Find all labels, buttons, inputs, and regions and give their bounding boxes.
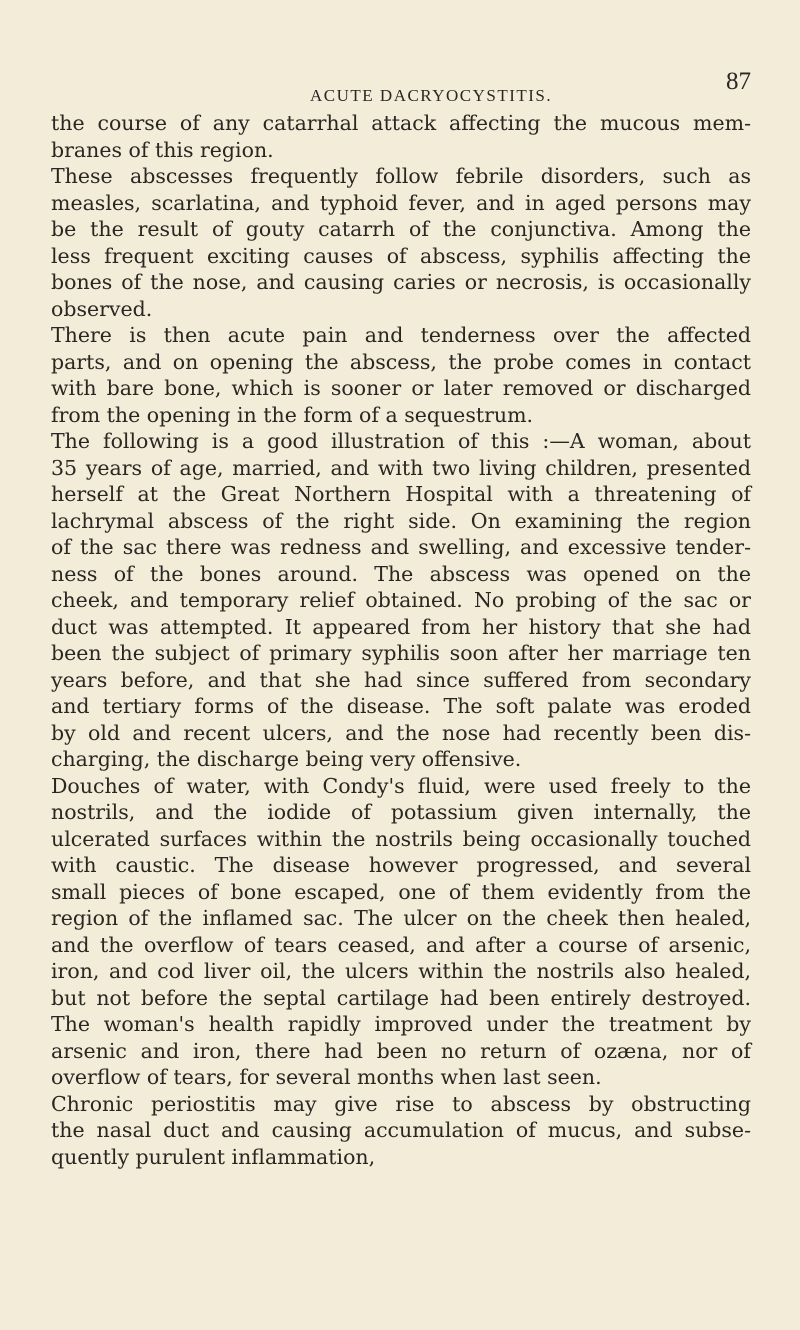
text-line: quently purulent inflammation,: [51, 1144, 376, 1169]
text-line: less frequent exciting causes of abscess, syphilis affecting the: [51, 243, 751, 268]
text-line: region of the inflamed sac. The ulcer on the cheek then healed,: [51, 906, 751, 930]
text-line: Douches of water, with Condy's fluid, were used freely to the: [51, 773, 751, 798]
running-head: ACUTE DACRYOCYSTITIS.: [310, 86, 553, 105]
text-line: the course of any catarrhal attack affecting the mucous mem-: [51, 111, 751, 135]
text-line: the nasal duct and causing accumulation of mucus, and subse-: [51, 1118, 751, 1142]
text-line: but not before the septal cartilage had been entirely destroyed.: [51, 985, 751, 1010]
text-line: observed.: [51, 296, 153, 321]
text-line: measles, scarlatina, and typhoid fever, and in aged persons may: [51, 190, 751, 215]
text-line: These abscesses frequently follow febrile disorders, such as: [51, 164, 751, 188]
text-line: of the sac there was redness and swelling, and excessive tender-: [51, 535, 751, 559]
text-line: charging, the discharge being very offensive.: [51, 747, 522, 771]
text-line: arsenic and iron, there had been no return of ozæna, nor of: [51, 1038, 751, 1063]
text-line: iron, and cod liver oil, the ulcers within the nostrils also healed,: [51, 959, 751, 983]
text-line: 35 years of age, married, and with two living children, presented: [51, 455, 751, 480]
text-line: overflow of tears, for several months when last seen.: [51, 1065, 602, 1089]
text-line: The woman's health rapidly improved under the treatment by: [51, 1012, 751, 1036]
text-line: Chronic periostitis may give rise to abscess by obstructing: [51, 1091, 751, 1116]
text-line: branes of this region.: [51, 137, 274, 162]
text-line: from the opening in the form of a sequestrum.: [51, 402, 534, 427]
text-line: with caustic. The disease however progressed, and several: [51, 853, 751, 877]
text-line: with bare bone, which is sooner or later removed or discharged: [51, 376, 751, 400]
body-text: [51, 110, 751, 1170]
text-line: nostrils, and the iodide of potassium given internally, the: [51, 800, 751, 824]
text-line: ulcerated surfaces within the nostrils being occasionally touched: [51, 826, 751, 851]
text-line: small pieces of bone escaped, one of them evidently from the: [51, 879, 751, 904]
text-line: years before, and that she had since suffered from secondary: [51, 667, 751, 692]
text-line: been the subject of primary syphilis soon after her marriage ten: [51, 641, 751, 665]
text-line: duct was attempted. It appeared from her history that she had: [51, 614, 751, 639]
text-line: lachrymal abscess of the right side. On examining the region: [51, 508, 751, 533]
text-line: herself at the Great Northern Hospital with a threatening of: [51, 482, 751, 506]
text-line: be the result of gouty catarrh of the conjunctiva. Among the: [51, 217, 751, 241]
text-line: The following is a good illustration of this :—A woman, about: [51, 429, 751, 453]
page-number: 87: [726, 68, 751, 95]
text-line: bones of the nose, and causing caries or necrosis, is occasionally: [51, 270, 751, 294]
text-line: parts, and on opening the abscess, the probe comes in contact: [51, 349, 751, 374]
text-line: and tertiary forms of the disease. The soft palate was eroded: [51, 694, 751, 718]
text-line: ness of the bones around. The abscess was opened on the: [51, 561, 751, 586]
text-line: and the overflow of tears ceased, and after a course of arsenic,: [51, 932, 751, 957]
text-line: There is then acute pain and tenderness over the affected: [51, 323, 751, 347]
text-line: cheek, and temporary relief obtained. No probing of the sac or: [51, 588, 751, 612]
text-line: by old and recent ulcers, and the nose had recently been dis-: [51, 720, 751, 745]
